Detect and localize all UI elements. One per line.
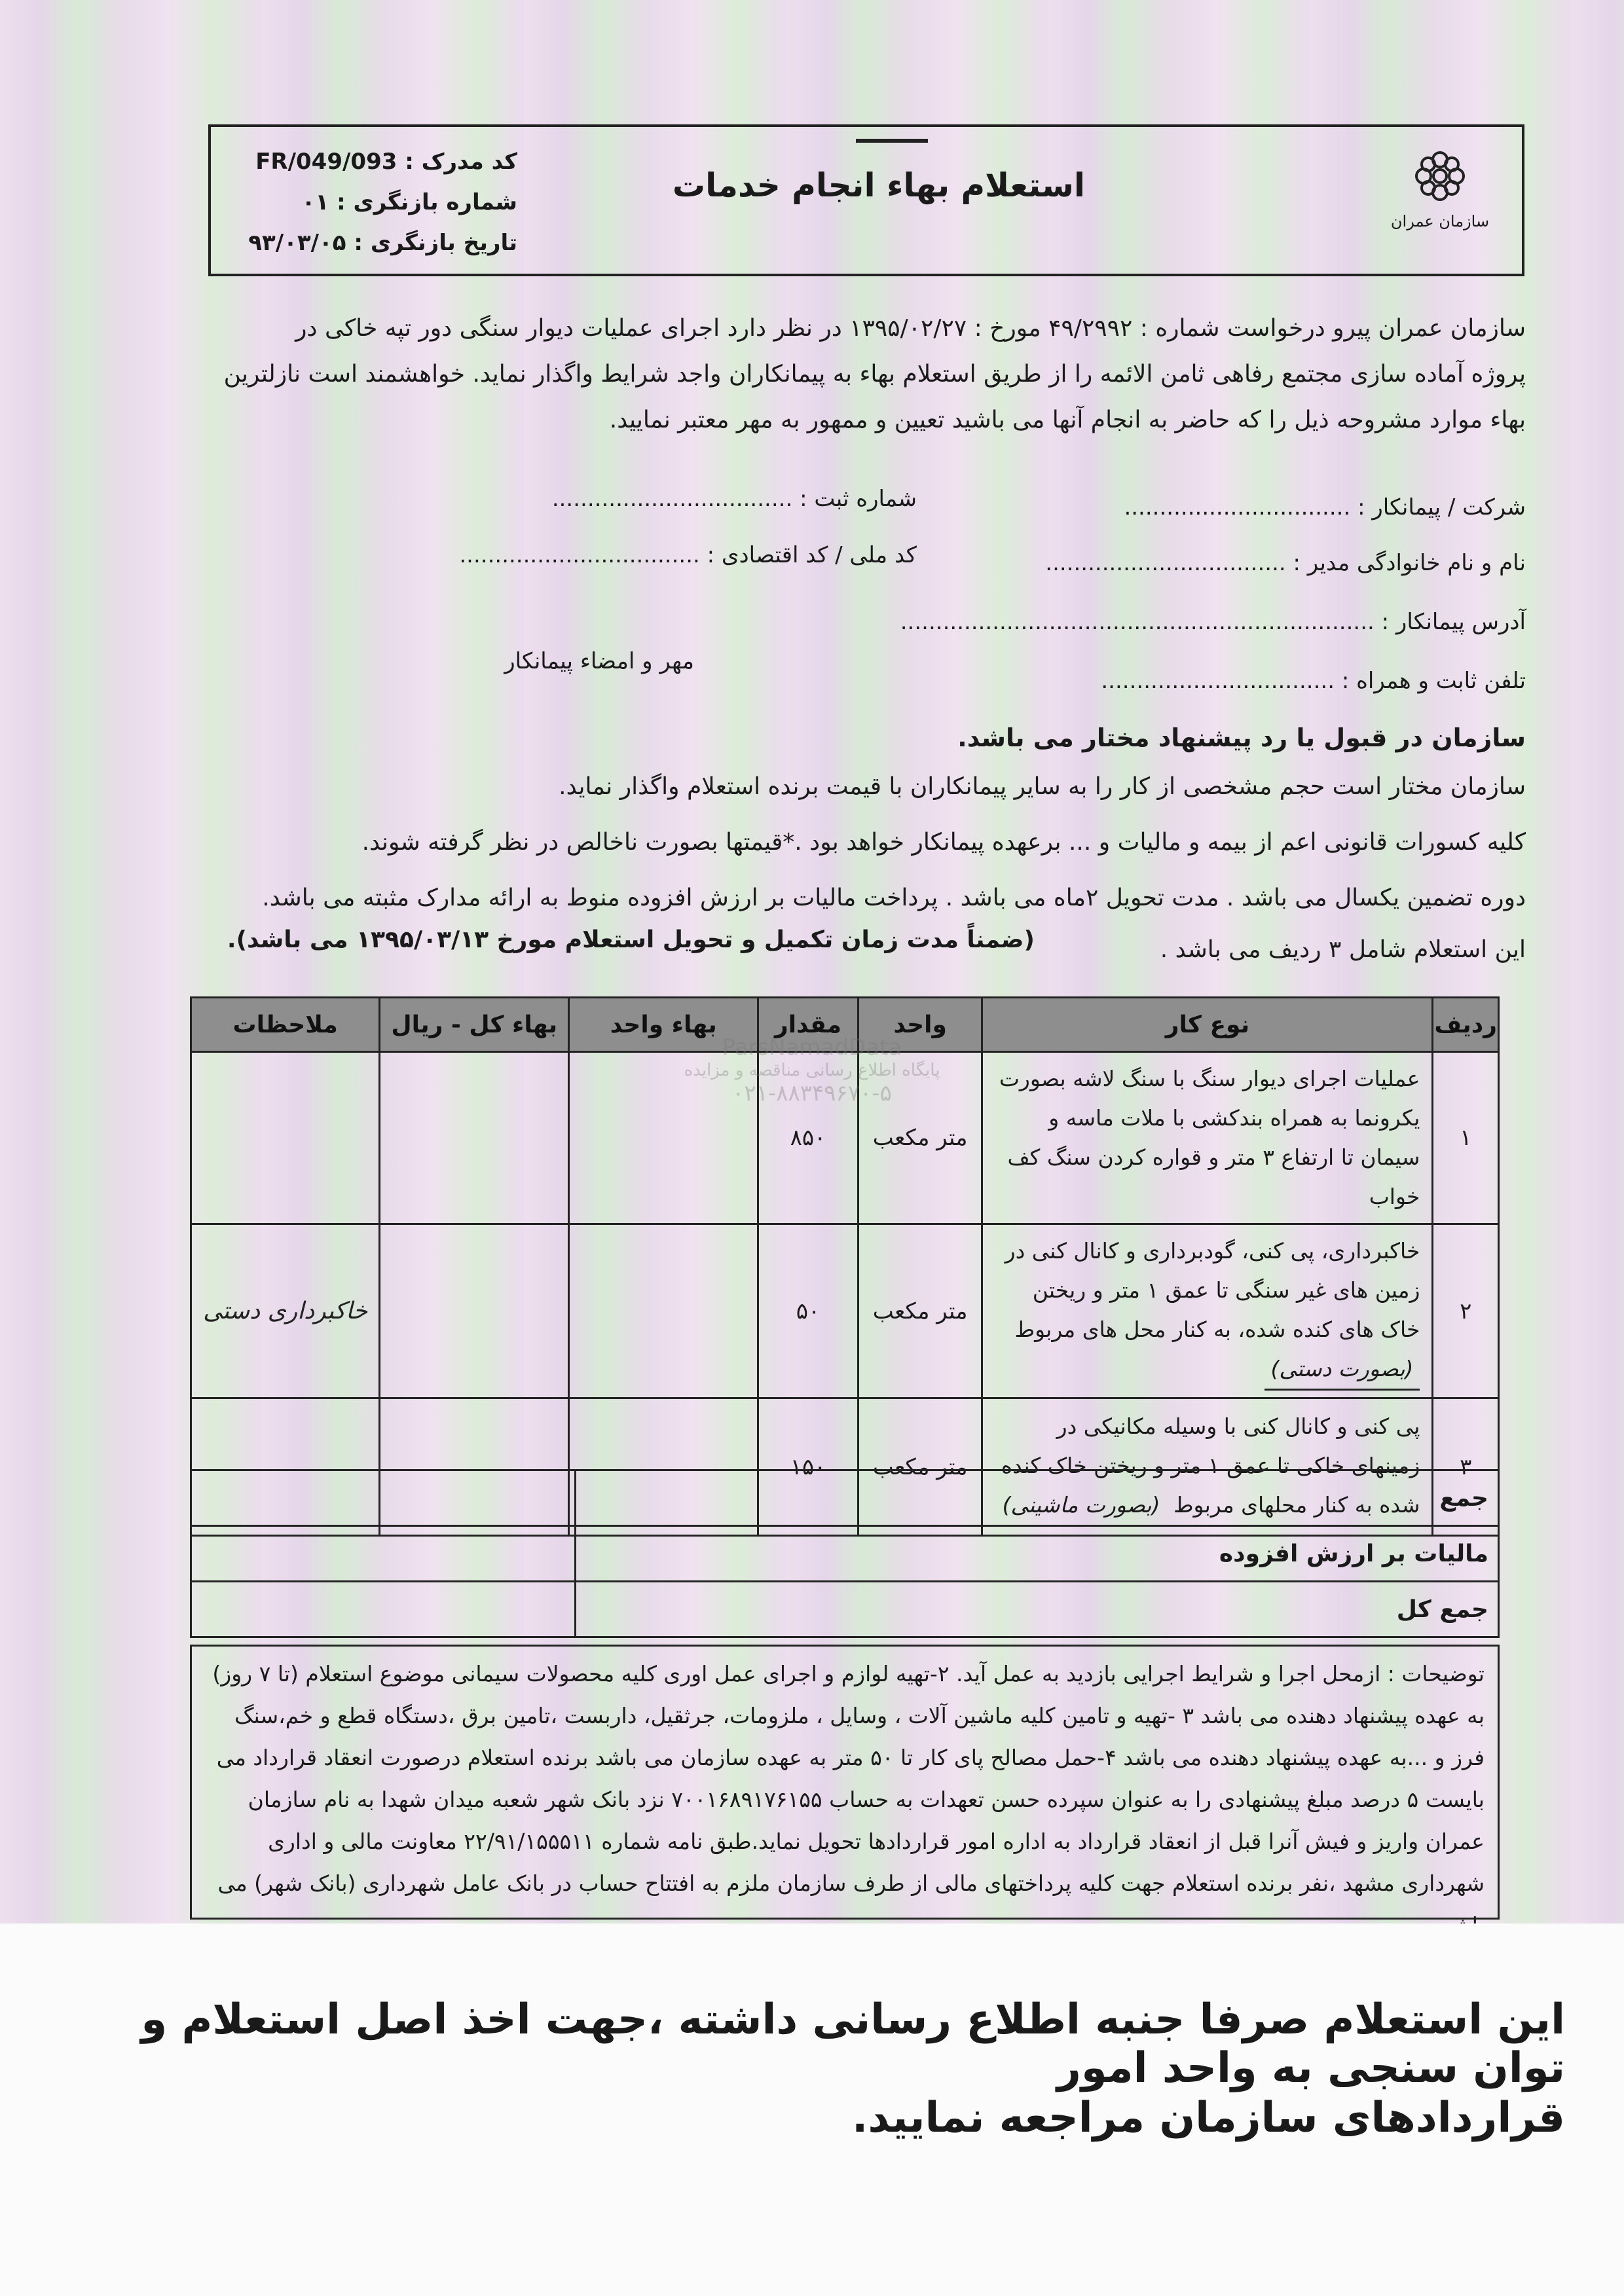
- intro-line-2: پروژه آماده سازی مجتمع رفاهی ثامن الائمه را از طریق استعلام بهاء به پیمانکاران واجد شرایط واگذار نماید. خواهشمند است نازلترین: [223, 361, 1526, 388]
- intro-line-1: سازمان عمران پیرو درخواست شماره : ۴۹/۲۹۹۲ مورخ : ۱۳۹۵/۰۲/۲۷ در نظر دارد اجرای عملیات دیوار سنگی دور تپه خاکی در: [295, 315, 1526, 342]
- header-frame: [208, 124, 1524, 276]
- work-description: خاکبرداری، پی کنی، گودبرداری و کانال کنی در زمین های غیر سنگی تا عمق ۱ متر و ریختن خاک های کنده شده، به کنار محل های مربوط: [1005, 1238, 1420, 1342]
- header-unit-price: بهاء واحد: [569, 998, 758, 1052]
- quantity-cell: ۵۰: [758, 1224, 858, 1398]
- vat-label: مالیات بر ارزش افزوده: [575, 1526, 1498, 1582]
- document-meta: [229, 141, 517, 263]
- quantity-cell: ۱۵۰: [758, 1398, 858, 1536]
- notice-line-2: قراردادهای سازمان مراجعه نمایید.: [852, 2094, 1565, 2142]
- watermark-phone: ۰۲۱-۸۸۳۴۹۶۷۰-۵: [732, 1080, 892, 1106]
- watermark: [681, 1034, 943, 1106]
- grand-total-label: جمع کل: [575, 1582, 1498, 1637]
- company-field: شرکت / پیمانکار : ................................: [1124, 494, 1526, 520]
- grand-total-row: [191, 1582, 1499, 1637]
- unit-cell: متر مکعب: [858, 1052, 982, 1224]
- unit-cell: متر مکعب: [858, 1224, 982, 1398]
- phone-field: تلفن ثابت و همراه : .................................: [1101, 668, 1526, 694]
- bottom-notice: [0, 1923, 1624, 2296]
- doc-code: کد مدرک : FR/049/093: [255, 149, 517, 175]
- header-unit: واحد: [858, 998, 982, 1052]
- total-price-cell: [380, 1224, 569, 1398]
- term-deadline: (ضمناً مدت زمان تکمیل و تحویل استعلام مورخ ۱۳۹۵/۰۳/۱۳ می باشد).: [227, 926, 1035, 953]
- reg-no-field: شماره ثبت : ..................................: [551, 486, 917, 512]
- header-row-number: ردیف: [1433, 998, 1499, 1052]
- org-name: سازمان عمران: [1390, 212, 1490, 230]
- unit-cell: متر مکعب: [858, 1398, 982, 1536]
- title-underline: [856, 139, 928, 143]
- sum-value: [191, 1470, 576, 1526]
- header-notes: ملاحظات: [191, 998, 380, 1052]
- term-accept-reject: سازمان در قبول یا رد پیشنهاد مختار می باشد.: [957, 723, 1526, 752]
- vat-row: [191, 1526, 1499, 1582]
- document-title: استعلام بهاء انجام خدمات: [672, 166, 1086, 204]
- header-total-price: بهاء کل - ریال: [380, 998, 569, 1052]
- header-quantity: مقدار: [758, 998, 858, 1052]
- handwritten-method: (بصورت دستی): [1264, 1349, 1420, 1391]
- row-number: ۲: [1433, 1224, 1499, 1398]
- work-description: پی کنی و کانال کنی با وسیله مکانیکی در زمینهای خاکی تا عمق ۱ متر و ریختن خاک کنده شده به کنار محلهای مربوط: [1001, 1413, 1420, 1518]
- work-description-cell: [982, 1224, 1433, 1398]
- row-number: ۱: [1433, 1052, 1499, 1224]
- manager-field: نام و نام خانوادگی مدیر : ..................................: [1045, 550, 1526, 576]
- unit-price-cell: [569, 1224, 758, 1398]
- summary-table: [190, 1469, 1500, 1638]
- term-deductions: کلیه کسورات قانونی اعم از بیمه و مالیات و ... برعهده پیمانکار خواهد بود .*قیمتها بصورت ناخالص در نظر گرفته شوند.: [361, 829, 1526, 856]
- revision-number: شماره بازنگری : ۰۱: [301, 189, 517, 215]
- table-row: [191, 1224, 1499, 1398]
- header-work-type: نوع کار: [982, 998, 1433, 1052]
- total-price-cell: [380, 1052, 569, 1224]
- watermark-brand: ParsNamadData: [722, 1034, 902, 1061]
- address-field: آدرس پیمانکار : ...................................................................: [900, 609, 1526, 635]
- seal-sign-label: مهر و امضاء پیمانکار: [504, 648, 694, 674]
- term-row-count: این استعلام شامل ۳ ردیف می باشد .: [1160, 936, 1526, 963]
- vat-value: [191, 1526, 576, 1582]
- row-number: ۳: [1433, 1398, 1499, 1536]
- national-code-field: کد ملی / کد اقتصادی : ..................................: [459, 542, 917, 568]
- flower-emblem-icon: [1411, 147, 1469, 206]
- quantity-cell: ۸۵۰: [758, 1052, 858, 1224]
- notes-cell: خاکبرداری دستی: [191, 1224, 380, 1398]
- explanations-box: توضیحات : ازمحل اجرا و شرایط اجرایی بازدید به عمل آید. ۲-تهیه لوازم و اجرای عمل اوری کلیه محصولات سیمانی موضوع استعلام (تا ۷ روز) به عهده پیشنهاد دهنده می باشد ۳ -تهیه و تامین کلیه ماشین آلات ، وسایل ، ملزومات، جرثقیل، داربست ،تامین برق ،دستگاه قطع و خم،سنگ فرز و ...به عهده پیشنهاد دهنده می باشد ۴-حمل مصالح پای کار تا ۵۰ متر به عهده سازمان می باشد برنده استعلام درصورت انعقاد قرارداد می بایست ۵ درصد مبلغ پیشنهادی را به عنوان سپرده حسن تعهدات به حساب ۷۰۰۱۶۸۹۱۷۶۱۵۵ نزد بانک شهر شعبه میدان شهدا به نام سازمان عمران واریز و فیش آنرا قبل از انعقاد قرارداد به اداره امور قراردادها تحویل نماید.طبق نامه شماره ۲۲/۹۱/۱۵۵۵۱۱ معاونت مالی و اداری شهرداری مشهد ،نفر برنده استعلام جهت کلیه پرداختهای مالی از طرف سازمان ملزم به افتتاح حساب در بانک عامل شهرداری (بانک شهر) می: [190, 1645, 1500, 1920]
- watermark-text: پایگاه اطلاع رسانی مناقصه و مزایده: [684, 1061, 940, 1080]
- sum-label: جمع: [575, 1470, 1498, 1526]
- revision-date: تاریخ بازنگری : ۹۳/۰۳/۰۵: [248, 230, 517, 256]
- term-volume: سازمان مختار است حجم مشخصی از کار را به سایر پیمانکاران با قیمت برنده استعلام واگذار نماید.: [559, 773, 1526, 800]
- org-logo: [1384, 147, 1496, 230]
- notes-cell: [191, 1052, 380, 1224]
- intro-line-3: بهاء موارد مشروحه ذیل را که حاضر به انجام آنها می باشید تعیین و ممهور به مهر معتبر نمایید.: [609, 407, 1526, 433]
- work-description: عملیات اجرای دیوار سنگ با سنگ لاشه بصورت یکرونما به همراه بندکشی با ملات ماسه و سیمان تا ارتفاع ۳ متر و قواره کردن سنگ کف خواب: [982, 1052, 1433, 1224]
- notice-line-1: این استعلام صرفا جنبه اطلاع رسانی داشته ،جهت اخذ اصل استعلام و توان سنجی به واحد امور: [141, 1995, 1565, 2092]
- sum-row: [191, 1470, 1499, 1526]
- handwritten-method: (بصورت ماشینی): [996, 1485, 1167, 1527]
- grand-total-value: [191, 1582, 576, 1637]
- term-warranty: دوره تضمین یکسال می باشد . مدت تحویل ۲ماه می باشد . پرداخت مالیات بر ارزش افزوده منوط به ارائه مدارک مثبته می باشد.: [262, 884, 1526, 911]
